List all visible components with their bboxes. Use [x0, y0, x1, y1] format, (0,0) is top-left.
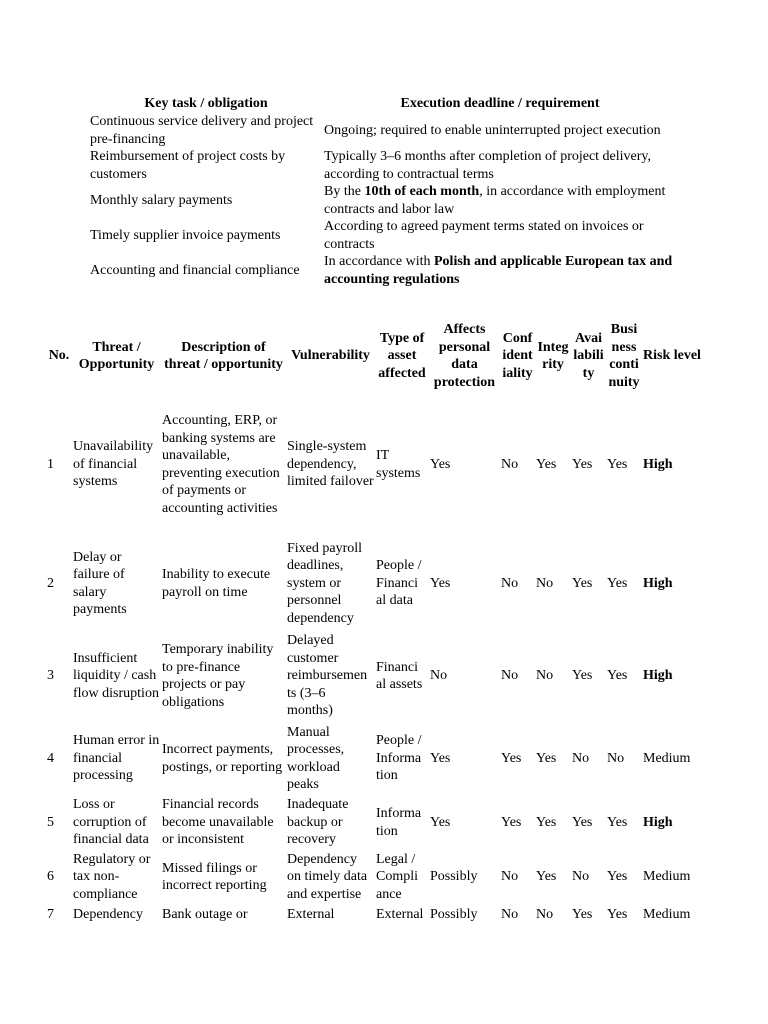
risk-threat: Delay or failure of salary payments	[73, 549, 127, 617]
risk-register-body	[46, 392, 702, 925]
obligation-deadline	[323, 253, 677, 288]
risk-description: Bank outage or	[162, 906, 248, 922]
deadline-text-segment: In accordance with	[324, 254, 434, 269]
risk-row	[46, 850, 702, 904]
obligations-header-task: Key task / obligation	[144, 95, 268, 111]
risk-vulnerability: Delayed customer reimbursemen ts (3–6 months)	[287, 633, 368, 719]
risk-no: 7	[47, 906, 54, 922]
obligation-task: Monthly salary payments	[90, 192, 233, 208]
risk-business-continuity: Yes	[607, 668, 628, 684]
risk-confidentiality: Yes	[501, 750, 522, 766]
risk-header-threat: Threat / Opportunity	[78, 339, 155, 372]
obligation-row	[89, 148, 677, 183]
risk-threat: Unavailability of financial systems	[73, 439, 154, 490]
risk-business-continuity: Yes	[607, 906, 628, 922]
risk-asset-type: IT systems	[376, 448, 421, 481]
risk-level: Medium	[643, 869, 691, 885]
risk-row	[46, 392, 702, 537]
deadline-text-segment: Ongoing; required to enable uninterrupted project execution	[324, 122, 661, 138]
risk-header-personal-data: Affects personal data protection	[433, 322, 496, 390]
obligations-table	[89, 94, 677, 288]
risk-asset-type: External	[376, 906, 424, 922]
risk-availability: No	[572, 750, 590, 766]
risk-header-description: Description of threat / opportunity	[164, 339, 283, 372]
risk-business-continuity: Yes	[607, 456, 628, 472]
obligation-deadline	[323, 218, 677, 253]
risk-vulnerability: Fixed payroll deadlines, system or personnel dependency	[287, 540, 363, 626]
risk-confidentiality: No	[501, 906, 519, 922]
risk-threat: Loss or corruption of financial data	[73, 797, 149, 848]
risk-personal-data: Yes	[430, 575, 451, 591]
risk-description: Financial records become unavailable or inconsistent	[162, 797, 274, 848]
deadline-text-segment: Typically 3–6 months after completion of project delivery, according to contractual terms	[324, 149, 652, 182]
risk-personal-data: Yes	[430, 814, 451, 830]
risk-no: 1	[47, 456, 54, 472]
risk-asset-type: Informa tion	[376, 806, 422, 839]
risk-vulnerability: Dependency on timely data and expertise	[287, 851, 368, 902]
risk-level: High	[643, 814, 673, 830]
risk-header-availability: Avai labili ty	[573, 330, 604, 381]
risk-personal-data: Possibly	[430, 869, 478, 885]
risk-confidentiality: No	[501, 668, 519, 684]
risk-business-continuity: No	[607, 750, 625, 766]
risk-availability: Yes	[572, 814, 593, 830]
risk-description: Incorrect payments, postings, or reporting	[162, 742, 283, 775]
obligation-task: Timely supplier invoice payments	[90, 227, 281, 243]
risk-asset-type: Financi al assets	[376, 659, 423, 692]
risk-header-confidentiality: Conf ident iality	[502, 330, 533, 381]
risk-personal-data: Yes	[430, 456, 451, 472]
risk-availability: No	[572, 869, 590, 885]
risk-header-row	[46, 320, 702, 392]
risk-row	[46, 630, 702, 722]
obligation-row	[89, 183, 677, 218]
risk-vulnerability: Single-system dependency, limited failover	[287, 439, 374, 490]
risk-header-vulnerability: Vulnerability	[291, 348, 370, 364]
obligation-task: Reimbursement of project costs by customers	[90, 149, 286, 182]
deadline-text-segment: Polish and applicable European tax and accounting regulations	[324, 254, 673, 287]
risk-description: Temporary inability to pre-finance projects or pay obligations	[162, 642, 274, 710]
risk-personal-data: Yes	[430, 750, 451, 766]
risk-header-risk-level: Risk level	[643, 348, 701, 364]
risk-asset-type: People / Financi al data	[376, 558, 422, 609]
obligations-header-deadline: Execution deadline / requirement	[400, 95, 600, 111]
obligations-header-row	[89, 94, 677, 113]
risk-confidentiality: No	[501, 575, 519, 591]
risk-no: 6	[47, 869, 54, 885]
risk-no: 4	[47, 750, 54, 766]
risk-business-continuity: Yes	[607, 575, 628, 591]
risk-threat: Dependency	[73, 906, 143, 922]
obligation-deadline	[323, 113, 677, 148]
risk-integrity: No	[536, 906, 554, 922]
risk-availability: Yes	[572, 668, 593, 684]
risk-description: Accounting, ERP, or banking systems are unavailable, preventing execution of payments or accounting activities	[162, 413, 280, 516]
risk-integrity: No	[536, 575, 554, 591]
deadline-text-segment: , in accordance with employment contracts and labor law	[324, 184, 666, 217]
risk-header-no: No.	[48, 348, 70, 364]
obligation-task: Accounting and financial compliance	[90, 262, 300, 278]
deadline-text-segment: By the	[324, 184, 365, 199]
risk-integrity: Yes	[536, 814, 557, 830]
risk-confidentiality: No	[501, 869, 519, 885]
obligation-row	[89, 113, 677, 148]
risk-availability: Yes	[572, 575, 593, 591]
risk-level: High	[643, 668, 673, 684]
risk-row	[46, 722, 702, 795]
obligation-row	[89, 218, 677, 253]
risk-header-integrity: Integ rity	[537, 339, 569, 372]
risk-personal-data: No	[430, 668, 448, 684]
obligations-body	[89, 113, 677, 288]
risk-description: Missed filings or incorrect reporting	[162, 860, 267, 893]
risk-integrity: Yes	[536, 869, 557, 885]
risk-no: 3	[47, 668, 54, 684]
risk-no: 2	[47, 575, 54, 591]
obligation-task: Continuous service delivery and project pre-financing	[90, 114, 314, 147]
risk-description: Inability to execute payroll on time	[162, 567, 271, 600]
risk-level: High	[643, 456, 673, 472]
deadline-text-segment: 10th of each month	[364, 184, 480, 199]
risk-integrity: No	[536, 668, 554, 684]
risk-no: 5	[47, 814, 54, 830]
risk-integrity: Yes	[536, 456, 557, 472]
risk-vulnerability: External	[287, 906, 335, 922]
risk-availability: Yes	[572, 906, 593, 922]
risk-header-business-continuity: Busi ness conti nuity	[608, 322, 640, 390]
risk-level: Medium	[643, 750, 691, 766]
risk-asset-type: Legal / Compli ance	[376, 851, 419, 902]
risk-threat: Insufficient liquidity / cash flow disruption	[73, 650, 159, 701]
risk-level: High	[643, 575, 673, 591]
risk-row	[46, 537, 702, 630]
risk-integrity: Yes	[536, 750, 557, 766]
deadline-text-segment: According to agreed payment terms stated on invoices or contracts	[324, 219, 644, 252]
risk-confidentiality: No	[501, 456, 519, 472]
risk-register-table	[46, 320, 702, 925]
obligation-row	[89, 253, 677, 288]
risk-row	[46, 795, 702, 850]
risk-personal-data: Possibly	[430, 906, 478, 922]
risk-business-continuity: Yes	[607, 814, 628, 830]
risk-asset-type: People / Informa tion	[376, 733, 422, 784]
risk-vulnerability: Inadequate backup or recovery	[287, 797, 349, 848]
risk-confidentiality: Yes	[501, 814, 522, 830]
obligation-deadline	[323, 148, 677, 183]
risk-row	[46, 904, 702, 925]
risk-threat: Human error in financial processing	[73, 733, 160, 784]
risk-availability: Yes	[572, 456, 593, 472]
risk-business-continuity: Yes	[607, 869, 628, 885]
risk-threat: Regulatory or tax non-compliance	[73, 851, 151, 902]
risk-header-asset-type: Type of asset affected	[378, 330, 426, 381]
obligation-deadline	[323, 183, 677, 218]
risk-vulnerability: Manual processes, workload peaks	[287, 724, 345, 792]
risk-level: Medium	[643, 906, 691, 922]
